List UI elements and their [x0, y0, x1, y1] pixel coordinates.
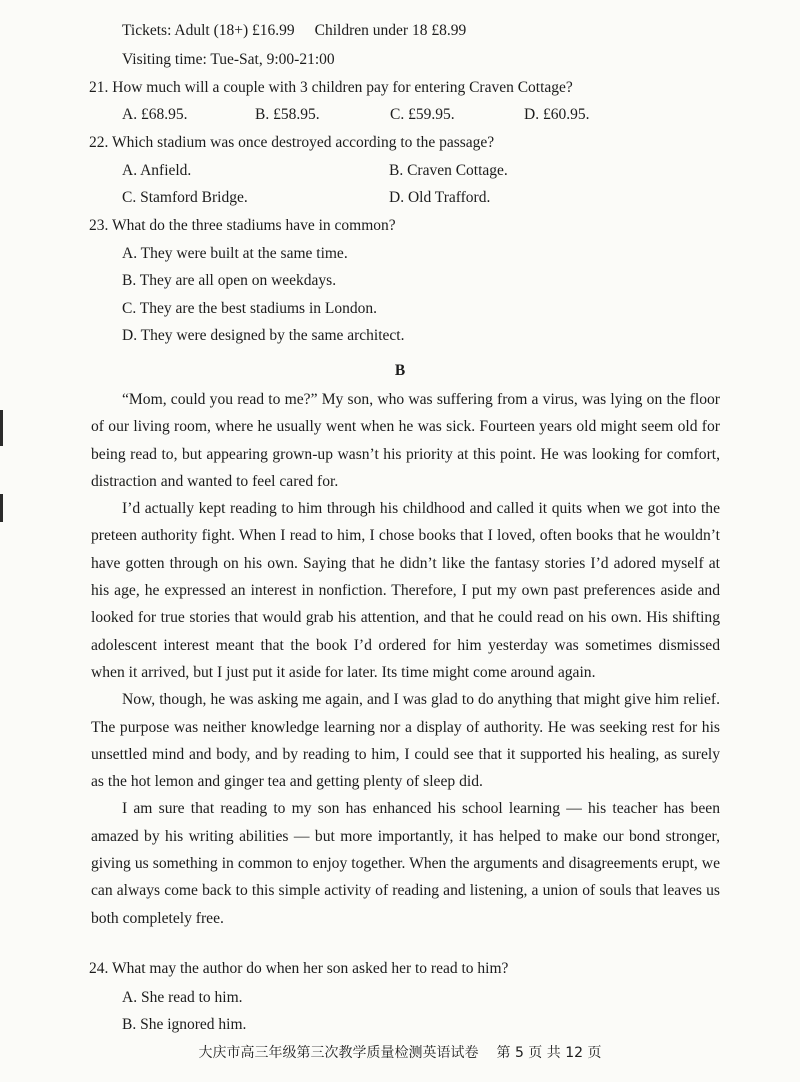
- option-c: C. £59.95.: [390, 106, 455, 123]
- option-a: A. They were built at the same time.: [122, 245, 348, 262]
- option-b: B. £58.95.: [255, 106, 320, 123]
- question-number: 23.: [89, 217, 109, 234]
- passage-paragraph: I am sure that reading to my son has enhanced his school learning — his teacher has been amazed by his writing abilities — but more importantly, it has helped to make our bond stronger, giving us something in common to enjoy together. When the arguments and disagreements erupt, we can always come back to this simple activity of reading and listening, a union of souls that leaves us both completely free.: [91, 800, 720, 927]
- option-d: D. £60.95.: [524, 106, 590, 123]
- option-c: C. They are the best stadiums in London.: [122, 300, 377, 317]
- question-stem: How much will a couple with 3 children pay for entering Craven Cottage?: [112, 79, 573, 96]
- exam-title: 大庆市高三年级第三次教学质量检测英语试卷: [198, 1045, 479, 1061]
- question-21: [89, 77, 573, 99]
- question-number: 22.: [89, 134, 109, 151]
- option-a: A. £68.95.: [122, 106, 188, 123]
- question-number: 24.: [89, 960, 109, 977]
- option-b: B. They are all open on weekdays.: [122, 272, 337, 289]
- question-24: [89, 958, 508, 980]
- option-c: C. Stamford Bridge.: [122, 189, 248, 206]
- tickets-adult: Tickets: Adult (18+) £16.99: [122, 22, 295, 39]
- question-stem: What do the three stadiums have in common?: [111, 217, 396, 234]
- passage-paragraph: Now, though, he was asking me again, and I was glad to do anything that might give him relief. The purpose was neither knowledge learning nor a display of authority. He was seeking rest for his unsettled mind and body, and by reading to him, I could see that it supported his healing, as surely as the hot lemon and ginger tea and getting plenty of sleep did.: [91, 691, 720, 791]
- scan-edge-mark: [0, 410, 3, 446]
- question-22: [89, 132, 494, 154]
- option-a: A. She read to him.: [122, 989, 243, 1006]
- question-number: 21.: [89, 79, 109, 96]
- option-d: D. Old Trafford.: [389, 189, 491, 206]
- page-number: 第 5 页 共 12 页: [496, 1045, 602, 1061]
- page-footer: [0, 1042, 800, 1062]
- option-b: B. She ignored him.: [122, 1016, 247, 1033]
- passage-paragraph: I’d actually kept reading to him through his childhood and called it quits when we got into the preteen authority fight. When I read to him, I chose books that I loved, often books that he wouldn’t have gotten through on his own. Saying that he didn’t like the fantasy stories I’d adored myself at his age, he expressed an interest in nonfiction. Therefore, I put my own past preferences aside and looked for true stories that would grab his attention, and that he could read on his own. His shifting adolescent interest meant that the book I’d ordered for him yesterday was sometimes dismissed when it arrived, but I just put it aside for later. Its time might come around again.: [91, 500, 720, 681]
- option-a: A. Anfield.: [122, 162, 192, 179]
- passage-paragraph: “Mom, could you read to me?” My son, who was suffering from a virus, was lying on the floor of our living room, where he usually went when he was sick. Fourteen years old might seem old for being read to, but appearing grown-up wasn’t his priority at this point. He was looking for comfort, distraction and wanted to feel cared for.: [91, 391, 720, 490]
- question-stem: Which stadium was once destroyed according to the passage?: [111, 134, 495, 151]
- question-23: [89, 215, 396, 237]
- tickets-children: Children under 18 £8.99: [314, 22, 467, 39]
- section-title: B: [394, 362, 406, 379]
- visiting-time: Visiting time: Tue-Sat, 9:00-21:00: [122, 51, 335, 68]
- question-stem: What may the author do when her son asked her to read to him?: [111, 960, 509, 977]
- scan-edge-mark: [0, 494, 3, 522]
- reading-passage: [91, 386, 720, 932]
- tickets-line: [122, 20, 466, 42]
- option-d: D. They were designed by the same architect.: [122, 327, 405, 344]
- option-b: B. Craven Cottage.: [389, 162, 508, 179]
